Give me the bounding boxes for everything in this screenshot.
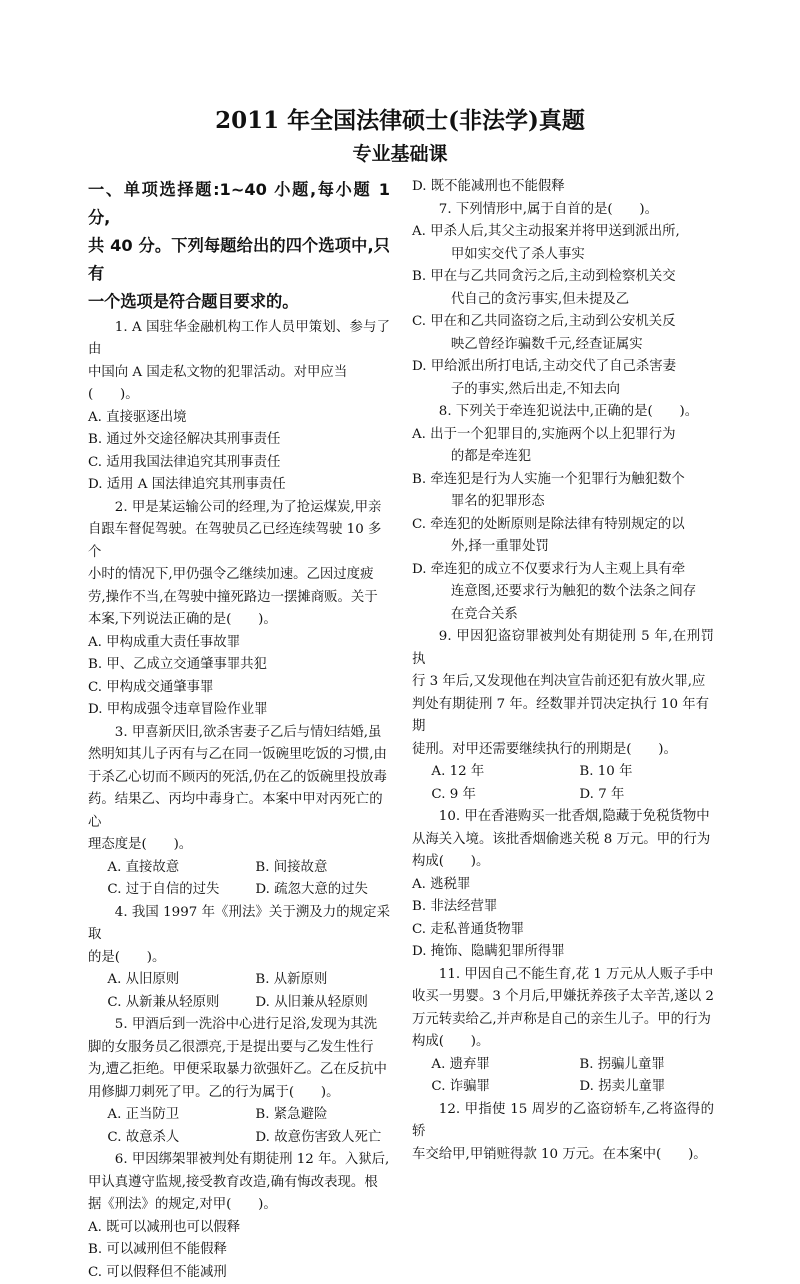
question-3-option-b: B. 间接故意 bbox=[255, 857, 327, 880]
question-10-option-a: A. 逃税罪 bbox=[412, 874, 714, 897]
question-6-option-d: D. 既不能减刑也不能假释 bbox=[412, 176, 714, 199]
question-1-stem: 中国向 A 国走私文物的犯罪活动。对甲应当( )。 bbox=[88, 362, 390, 407]
question-7-option-d: 子的事实,然后出走,不知去向 bbox=[412, 379, 714, 402]
question-6-option-b: B. 可以减刑但不能假释 bbox=[88, 1239, 390, 1262]
question-8-option-d: D. 牵连犯的成立不仅要求行为人主观上具有牵 bbox=[412, 559, 714, 582]
question-11-stem: 11. 甲因自己不能生育,花 1 万元从人贩子手中 bbox=[412, 964, 714, 987]
question-1-option-b: B. 通过外交途径解决其刑事责任 bbox=[88, 429, 390, 452]
question-5-stem: 为,遭乙拒绝。甲便采取暴力欲强奸乙。乙在反抗中 bbox=[88, 1059, 390, 1082]
question-3-stem: 然明知其儿子丙有与乙在同一饭碗里吃饭的习惯,由 bbox=[88, 744, 390, 767]
question-10-stem: 从海关入境。该批香烟偷逃关税 8 万元。甲的行为 bbox=[412, 829, 714, 852]
section-heading-line-1: 一、单项选择题:1~40 小题,每小题 1 分, bbox=[88, 176, 390, 231]
question-8-option-a: A. 出于一个犯罪目的,实施两个以上犯罪行为 bbox=[412, 424, 714, 447]
question-2-stem: 2. 甲是某运输公司的经理,为了抢运煤炭,甲亲 bbox=[88, 497, 390, 520]
question-1-option-c: C. 适用我国法律追究其刑事责任 bbox=[88, 452, 390, 475]
question-7-option-c: 映乙曾经诈骗数千元,经查证属实 bbox=[412, 334, 714, 357]
question-6-option-c: C. 可以假释但不能减刑 bbox=[88, 1262, 390, 1284]
question-11-stem: 收买一男婴。3 个月后,甲嫌抚养孩子太辛苦,遂以 2 bbox=[412, 986, 714, 1009]
question-5-option-a: A. 正当防卫 bbox=[107, 1104, 255, 1127]
question-10-option-b: B. 非法经营罪 bbox=[412, 896, 714, 919]
question-11-option-a: A. 遗弃罪 bbox=[431, 1054, 579, 1077]
question-5-stem: 脚的女服务员乙很漂亮,于是提出要与乙发生性行 bbox=[88, 1037, 390, 1060]
question-5-option-d: D. 故意伤害致人死亡 bbox=[255, 1127, 381, 1150]
question-9-options-row-1 bbox=[412, 761, 714, 784]
question-2-stem: 劳,操作不当,在驾驶中撞死路边一摆摊商贩。关于 bbox=[88, 587, 390, 610]
question-2-stem: 自跟车督促驾驶。在驾驶员乙已经连续驾驶 10 多个 bbox=[88, 519, 390, 564]
question-3-option-d: D. 疏忽大意的过失 bbox=[255, 879, 368, 902]
question-11-option-d: D. 拐卖儿童罪 bbox=[579, 1076, 665, 1099]
question-7-option-a: 甲如实交代了杀人事实 bbox=[412, 244, 714, 267]
question-4-stem: 4. 我国 1997 年《刑法》关于溯及力的规定采取 bbox=[88, 902, 390, 947]
question-3-option-a: A. 直接故意 bbox=[107, 857, 255, 880]
question-4-options-row-2 bbox=[88, 992, 390, 1015]
question-3-stem: 于杀乙心切而不顾丙的死活,仍在乙的饭碗里投放毒 bbox=[88, 767, 390, 790]
question-8-option-d: 在竞合关系 bbox=[412, 604, 714, 627]
question-10-stem: 构成( )。 bbox=[412, 851, 714, 874]
question-9-option-a: A. 12 年 bbox=[431, 761, 579, 784]
question-7-option-b: 代自己的贪污事实,但未提及乙 bbox=[412, 289, 714, 312]
question-5-stem: 5. 甲酒后到一洗浴中心进行足浴,发现为其洗 bbox=[88, 1014, 390, 1037]
question-5-stem: 用修脚刀刺死了甲。乙的行为属于( )。 bbox=[88, 1082, 390, 1105]
question-11-option-c: C. 诈骗罪 bbox=[431, 1076, 579, 1099]
question-11-options-row-2 bbox=[412, 1076, 714, 1099]
question-8-option-c: C. 牵连犯的处断原则是除法律有特别规定的以 bbox=[412, 514, 714, 537]
question-5-option-c: C. 故意杀人 bbox=[107, 1127, 255, 1150]
question-10-option-c: C. 走私普通货物罪 bbox=[412, 919, 714, 942]
question-6-stem: 甲认真遵守监规,接受教育改造,确有悔改表现。根 bbox=[88, 1172, 390, 1195]
question-1-option-a: A. 直接驱逐出境 bbox=[88, 407, 390, 430]
question-11-options-row-1 bbox=[412, 1054, 714, 1077]
question-9-stem: 9. 甲因犯盗窃罪被判处有期徒刑 5 年,在刑罚执 bbox=[412, 626, 714, 671]
question-3-stem: 药。结果乙、丙均中毒身亡。本案中甲对丙死亡的心 bbox=[88, 789, 390, 834]
question-3-options-row-2 bbox=[88, 879, 390, 902]
question-11-option-b: B. 拐骗儿童罪 bbox=[579, 1054, 664, 1077]
question-6-stem: 据《刑法》的规定,对甲( )。 bbox=[88, 1194, 390, 1217]
question-7-stem: 7. 下列情形中,属于自首的是( )。 bbox=[412, 199, 714, 222]
section-heading-line-3: 一个选项是符合题目要求的。 bbox=[88, 288, 390, 316]
question-9-stem: 行 3 年后,又发现他在判决宣告前还犯有放火罪,应 bbox=[412, 671, 714, 694]
question-5-option-b: B. 紧急避险 bbox=[255, 1104, 327, 1127]
question-7-option-c: C. 甲在和乙共同盗窃之后,主动到公安机关反 bbox=[412, 311, 714, 334]
question-6-stem: 6. 甲因绑架罪被判处有期徒刑 12 年。入狱后, bbox=[88, 1149, 390, 1172]
question-3-options-row-1 bbox=[88, 857, 390, 880]
question-9-stem: 判处有期徒刑 7 年。经数罪并罚决定执行 10 年有期 bbox=[412, 694, 714, 739]
question-7-option-b: B. 甲在与乙共同贪污之后,主动到检察机关交 bbox=[412, 266, 714, 289]
question-8-option-b: 罪名的犯罪形态 bbox=[412, 491, 714, 514]
question-4-option-d: D. 从旧兼从轻原则 bbox=[255, 992, 368, 1015]
question-9-options-row-2 bbox=[412, 784, 714, 807]
question-4-stem: 的是( )。 bbox=[88, 947, 390, 970]
question-7-option-a: A. 甲杀人后,其父主动报案并将甲送到派出所, bbox=[412, 221, 714, 244]
question-10-option-d: D. 掩饰、隐瞒犯罪所得罪 bbox=[412, 941, 714, 964]
question-5-options-row-2 bbox=[88, 1127, 390, 1150]
question-8-option-b: B. 牵连犯是行为人实施一个犯罪行为触犯数个 bbox=[412, 469, 714, 492]
question-1-stem: 1. A 国驻华金融机构工作人员甲策划、参与了由 bbox=[88, 317, 390, 362]
question-2-option-b: B. 甲、乙成立交通肇事罪共犯 bbox=[88, 654, 390, 677]
question-9-option-c: C. 9 年 bbox=[431, 784, 579, 807]
question-11-stem: 万元转卖给乙,并声称是自己的亲生儿子。甲的行为 bbox=[412, 1009, 714, 1032]
section-heading-line-2: 共 40 分。下列每题给出的四个选项中,只有 bbox=[88, 232, 390, 287]
question-9-option-d: D. 7 年 bbox=[579, 784, 624, 807]
right-column bbox=[412, 176, 714, 1166]
question-9-stem: 徒刑。对甲还需要继续执行的刑期是( )。 bbox=[412, 739, 714, 762]
question-8-option-d: 连意图,还要求行为触犯的数个法条之间存 bbox=[412, 581, 714, 604]
question-7-option-d: D. 甲给派出所打电话,主动交代了自己杀害妻 bbox=[412, 356, 714, 379]
question-12-stem: 车交给甲,甲销赃得款 10 万元。在本案中( )。 bbox=[412, 1144, 714, 1167]
question-4-option-c: C. 从新兼从轻原则 bbox=[107, 992, 255, 1015]
question-12-stem: 12. 甲指使 15 周岁的乙盗窃轿车,乙将盗得的轿 bbox=[412, 1099, 714, 1144]
page-title: 2011 年全国法律硕士(非法学)真题 bbox=[0, 106, 800, 136]
question-2-option-c: C. 甲构成交通肇事罪 bbox=[88, 677, 390, 700]
question-5-options-row-1 bbox=[88, 1104, 390, 1127]
question-1-option-d: D. 适用 A 国法律追究其刑事责任 bbox=[88, 474, 390, 497]
question-8-option-a: 的都是牵连犯 bbox=[412, 446, 714, 469]
left-column bbox=[88, 176, 390, 1284]
question-8-option-c: 外,择一重罪处罚 bbox=[412, 536, 714, 559]
question-3-option-c: C. 过于自信的过失 bbox=[107, 879, 255, 902]
question-9-option-b: B. 10 年 bbox=[579, 761, 632, 784]
question-4-option-a: A. 从旧原则 bbox=[107, 969, 255, 992]
question-2-stem: 本案,下列说法正确的是( )。 bbox=[88, 609, 390, 632]
question-10-stem: 10. 甲在香港购买一批香烟,隐藏于免税货物中 bbox=[412, 806, 714, 829]
page-subtitle: 专业基础课 bbox=[0, 141, 800, 167]
question-2-option-a: A. 甲构成重大责任事故罪 bbox=[88, 632, 390, 655]
question-4-option-b: B. 从新原则 bbox=[255, 969, 327, 992]
question-6-option-a: A. 既可以减刑也可以假释 bbox=[88, 1217, 390, 1240]
question-3-stem: 3. 甲喜新厌旧,欲杀害妻子乙后与情妇结婚,虽 bbox=[88, 722, 390, 745]
question-2-option-d: D. 甲构成强令违章冒险作业罪 bbox=[88, 699, 390, 722]
question-11-stem: 构成( )。 bbox=[412, 1031, 714, 1054]
question-2-stem: 小时的情况下,甲仍强令乙继续加速。乙因过度疲 bbox=[88, 564, 390, 587]
question-8-stem: 8. 下列关于牵连犯说法中,正确的是( )。 bbox=[412, 401, 714, 424]
question-4-options-row-1 bbox=[88, 969, 390, 992]
question-3-stem: 理态度是( )。 bbox=[88, 834, 390, 857]
